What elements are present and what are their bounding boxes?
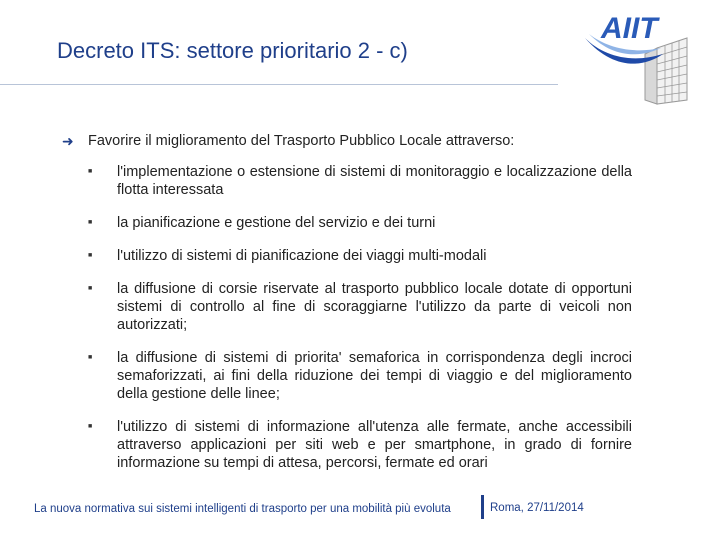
footer-caption: La nuova normativa sui sistemi intelligenti di trasporto per una mobilità più evoluta bbox=[34, 503, 451, 515]
square-bullet-icon: ■ bbox=[88, 168, 93, 175]
slide-title: Decreto ITS: settore prioritario 2 - c) bbox=[57, 38, 408, 63]
lead-text: Favorire il miglioramento del Trasporto Pubblico Locale attraverso: bbox=[88, 133, 515, 149]
list-item-text: l'utilizzo di sistemi di informazione all'utenza alle fermate, anche accessibili attraverso applicazioni per siti web e per smartphone, in grado di fornire informazione su tempi di attesa, percorsi, fermate ed orari bbox=[117, 419, 632, 471]
list-item bbox=[88, 214, 632, 232]
building-icon bbox=[645, 38, 687, 104]
footer-date: Roma, 27/11/2014 bbox=[490, 502, 584, 514]
list-item-text: la pianificazione e gestione del servizio e dei turni bbox=[117, 215, 436, 231]
list-item bbox=[88, 349, 632, 403]
title-divider bbox=[0, 84, 558, 85]
bullet-list bbox=[88, 163, 632, 487]
aiit-logo bbox=[583, 8, 688, 108]
lead-statement bbox=[62, 132, 702, 150]
square-bullet-icon: ■ bbox=[88, 354, 93, 361]
list-item-text: la diffusione di sistemi di priorita' semaforica in corrispondenza degli incroci semaforizzati, ai fini della riduzione dei tempi di viaggio e del miglioramento della gestione delle linee; bbox=[117, 350, 632, 402]
square-bullet-icon: ■ bbox=[88, 285, 93, 292]
list-item-text: la diffusione di corsie riservate al trasporto pubblico locale dotate di opportuni sistemi di controllo al fine di scoraggiarne l'utilizzo da parte di veicoli non autorizzati; bbox=[117, 281, 632, 333]
list-item-text: l'utilizzo di sistemi di pianificazione dei viaggi multi-modali bbox=[117, 248, 487, 264]
square-bullet-icon: ■ bbox=[88, 252, 93, 259]
list-item bbox=[88, 418, 632, 472]
list-item bbox=[88, 247, 632, 265]
list-item bbox=[88, 163, 632, 199]
arrow-right-icon: ➜ bbox=[62, 133, 74, 149]
square-bullet-icon: ■ bbox=[88, 219, 93, 226]
list-item-text: l'implementazione o estensione di sistemi di monitoraggio e localizzazione della flotta interessata bbox=[117, 164, 632, 198]
square-bullet-icon: ■ bbox=[88, 423, 93, 430]
logo-text: AIIT bbox=[601, 12, 658, 45]
list-item bbox=[88, 280, 632, 334]
footer-separator bbox=[481, 495, 484, 519]
